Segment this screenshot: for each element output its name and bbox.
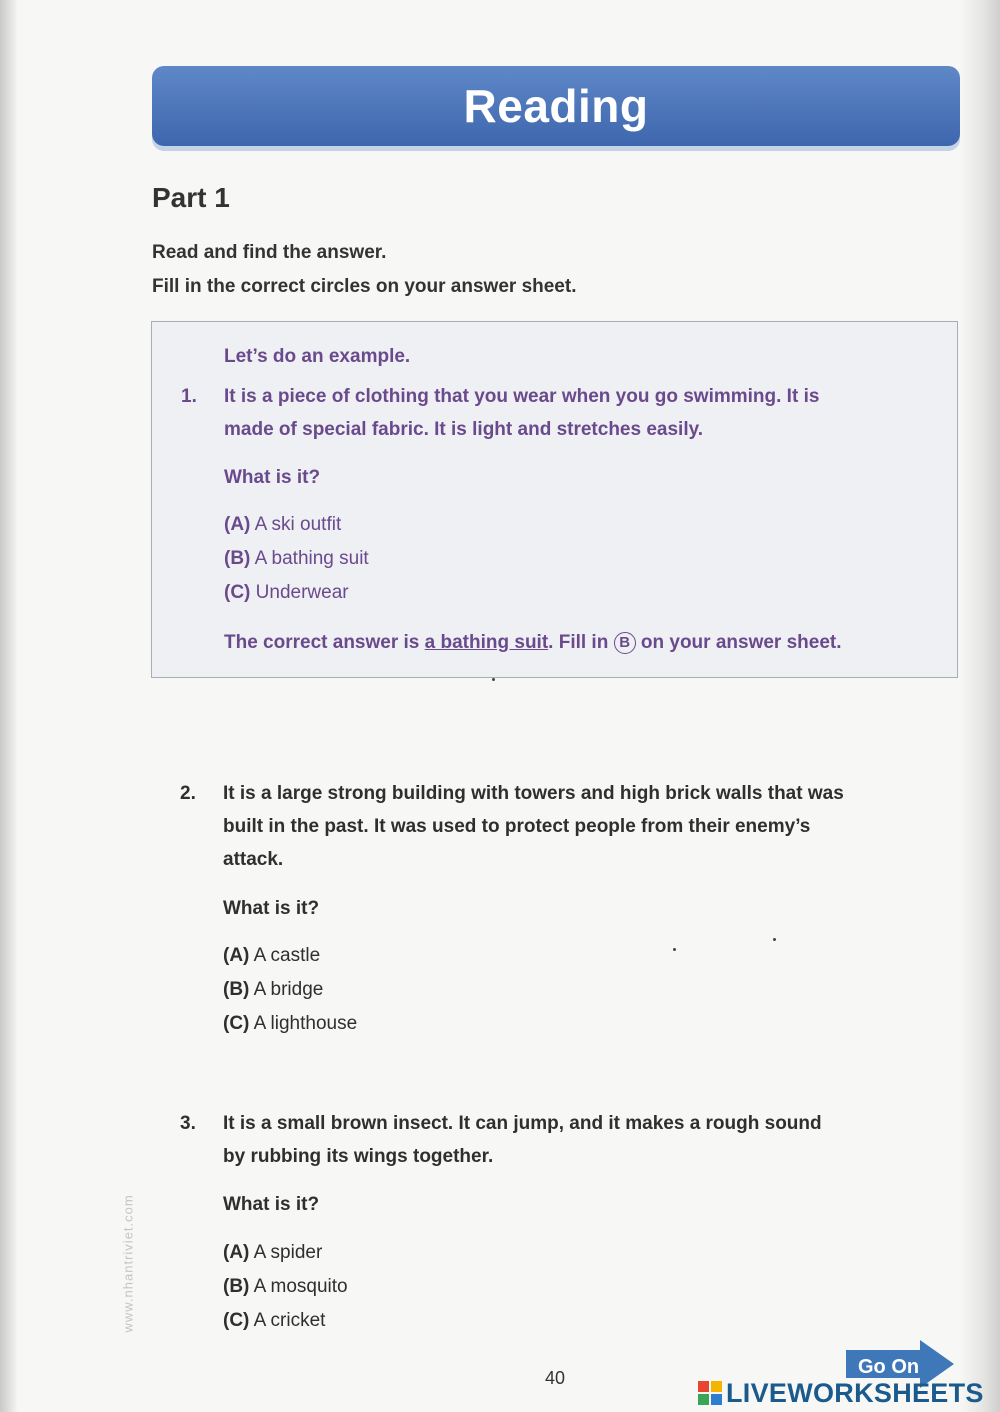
option-text: A ski outfit: [254, 514, 342, 535]
page-edge-shadow: [960, 0, 1000, 1412]
option-letter: (C): [223, 1310, 250, 1331]
example-option-c: [224, 576, 349, 610]
option-text: A lighthouse: [253, 1013, 358, 1034]
part-title: Part 1: [152, 182, 230, 213]
publisher-watermark: [118, 1155, 138, 1335]
liveworksheets-logo-icon: [698, 1381, 722, 1405]
question-2-prompt: What is it?: [223, 898, 320, 919]
liveworksheets-brand: [698, 1377, 994, 1409]
option-text: A spider: [253, 1242, 323, 1263]
question-3-prompt: What is it?: [223, 1194, 320, 1215]
option-letter: (C): [224, 582, 251, 603]
question-text-line: by rubbing its wings together.: [223, 1146, 494, 1167]
question-2-number: 2.: [180, 783, 196, 804]
question-3-text: [223, 1107, 943, 1173]
option-letter: (A): [223, 1242, 250, 1263]
question-3-number: 3.: [180, 1113, 196, 1134]
option-text: Underwear: [255, 582, 349, 603]
question-2-option-a[interactable]: [223, 939, 320, 973]
example-option-b: [224, 542, 369, 576]
scan-speck: [773, 938, 776, 941]
question-text-line: attack.: [223, 849, 284, 870]
example-text-line2: made of special fabric. It is light and stretches easily.: [224, 419, 704, 440]
section-title: Reading: [463, 80, 649, 132]
question-3-option-b[interactable]: [223, 1270, 348, 1304]
option-text: A cricket: [253, 1310, 326, 1331]
go-on-label: Go On: [858, 1356, 920, 1378]
answer-middle: . Fill in: [548, 632, 614, 653]
option-text: A castle: [253, 945, 321, 966]
example-option-a: [224, 508, 341, 542]
instruction-read: Read and find the answer.: [152, 242, 387, 263]
example-number: 1.: [181, 386, 197, 407]
watermark-text: www.nhantriviet.com: [120, 1194, 136, 1333]
option-text: A bridge: [253, 979, 324, 1000]
option-letter: (A): [224, 514, 251, 535]
scan-speck: [673, 948, 676, 951]
example-box: [151, 321, 958, 678]
option-letter: (B): [223, 979, 250, 1000]
example-intro: Let’s do an example.: [224, 346, 411, 367]
scan-speck: [492, 678, 495, 681]
option-letter: (C): [223, 1013, 250, 1034]
example-answer: [224, 626, 842, 659]
question-3-option-a[interactable]: [223, 1236, 322, 1270]
answer-prefix: The correct answer is: [224, 632, 425, 653]
option-text: A mosquito: [253, 1276, 348, 1297]
section-banner: [152, 66, 960, 146]
option-text: A bathing suit: [254, 548, 369, 569]
example-question: What is it?: [224, 467, 321, 488]
question-text-line: built in the past. It was used to protect people from their enemy’s: [223, 816, 811, 837]
book-spine-shadow: [0, 0, 18, 1412]
question-2-option-c[interactable]: [223, 1007, 357, 1041]
instruction-fill: Fill in the correct circles on your answer sheet.: [152, 276, 577, 297]
page-number: 40: [545, 1368, 566, 1388]
answer-underlined: a bathing suit: [424, 632, 549, 653]
option-letter: (A): [223, 945, 250, 966]
question-3-option-c[interactable]: [223, 1304, 325, 1338]
example-text-line1: It is a piece of clothing that you wear when you go swimming. It is: [224, 386, 820, 407]
answer-circle: B: [614, 632, 636, 654]
answer-suffix: on your answer sheet.: [635, 632, 842, 653]
question-text-line: It is a large strong building with towers and high brick walls that was: [223, 783, 844, 804]
question-2-text: [223, 777, 943, 876]
brand-text: LIVEWORKSHEETS: [726, 1377, 984, 1408]
option-letter: (B): [224, 548, 251, 569]
option-letter: (B): [223, 1276, 250, 1297]
question-2-option-b[interactable]: [223, 973, 323, 1007]
question-text-line: It is a small brown insect. It can jump, and it makes a rough sound: [223, 1113, 822, 1134]
